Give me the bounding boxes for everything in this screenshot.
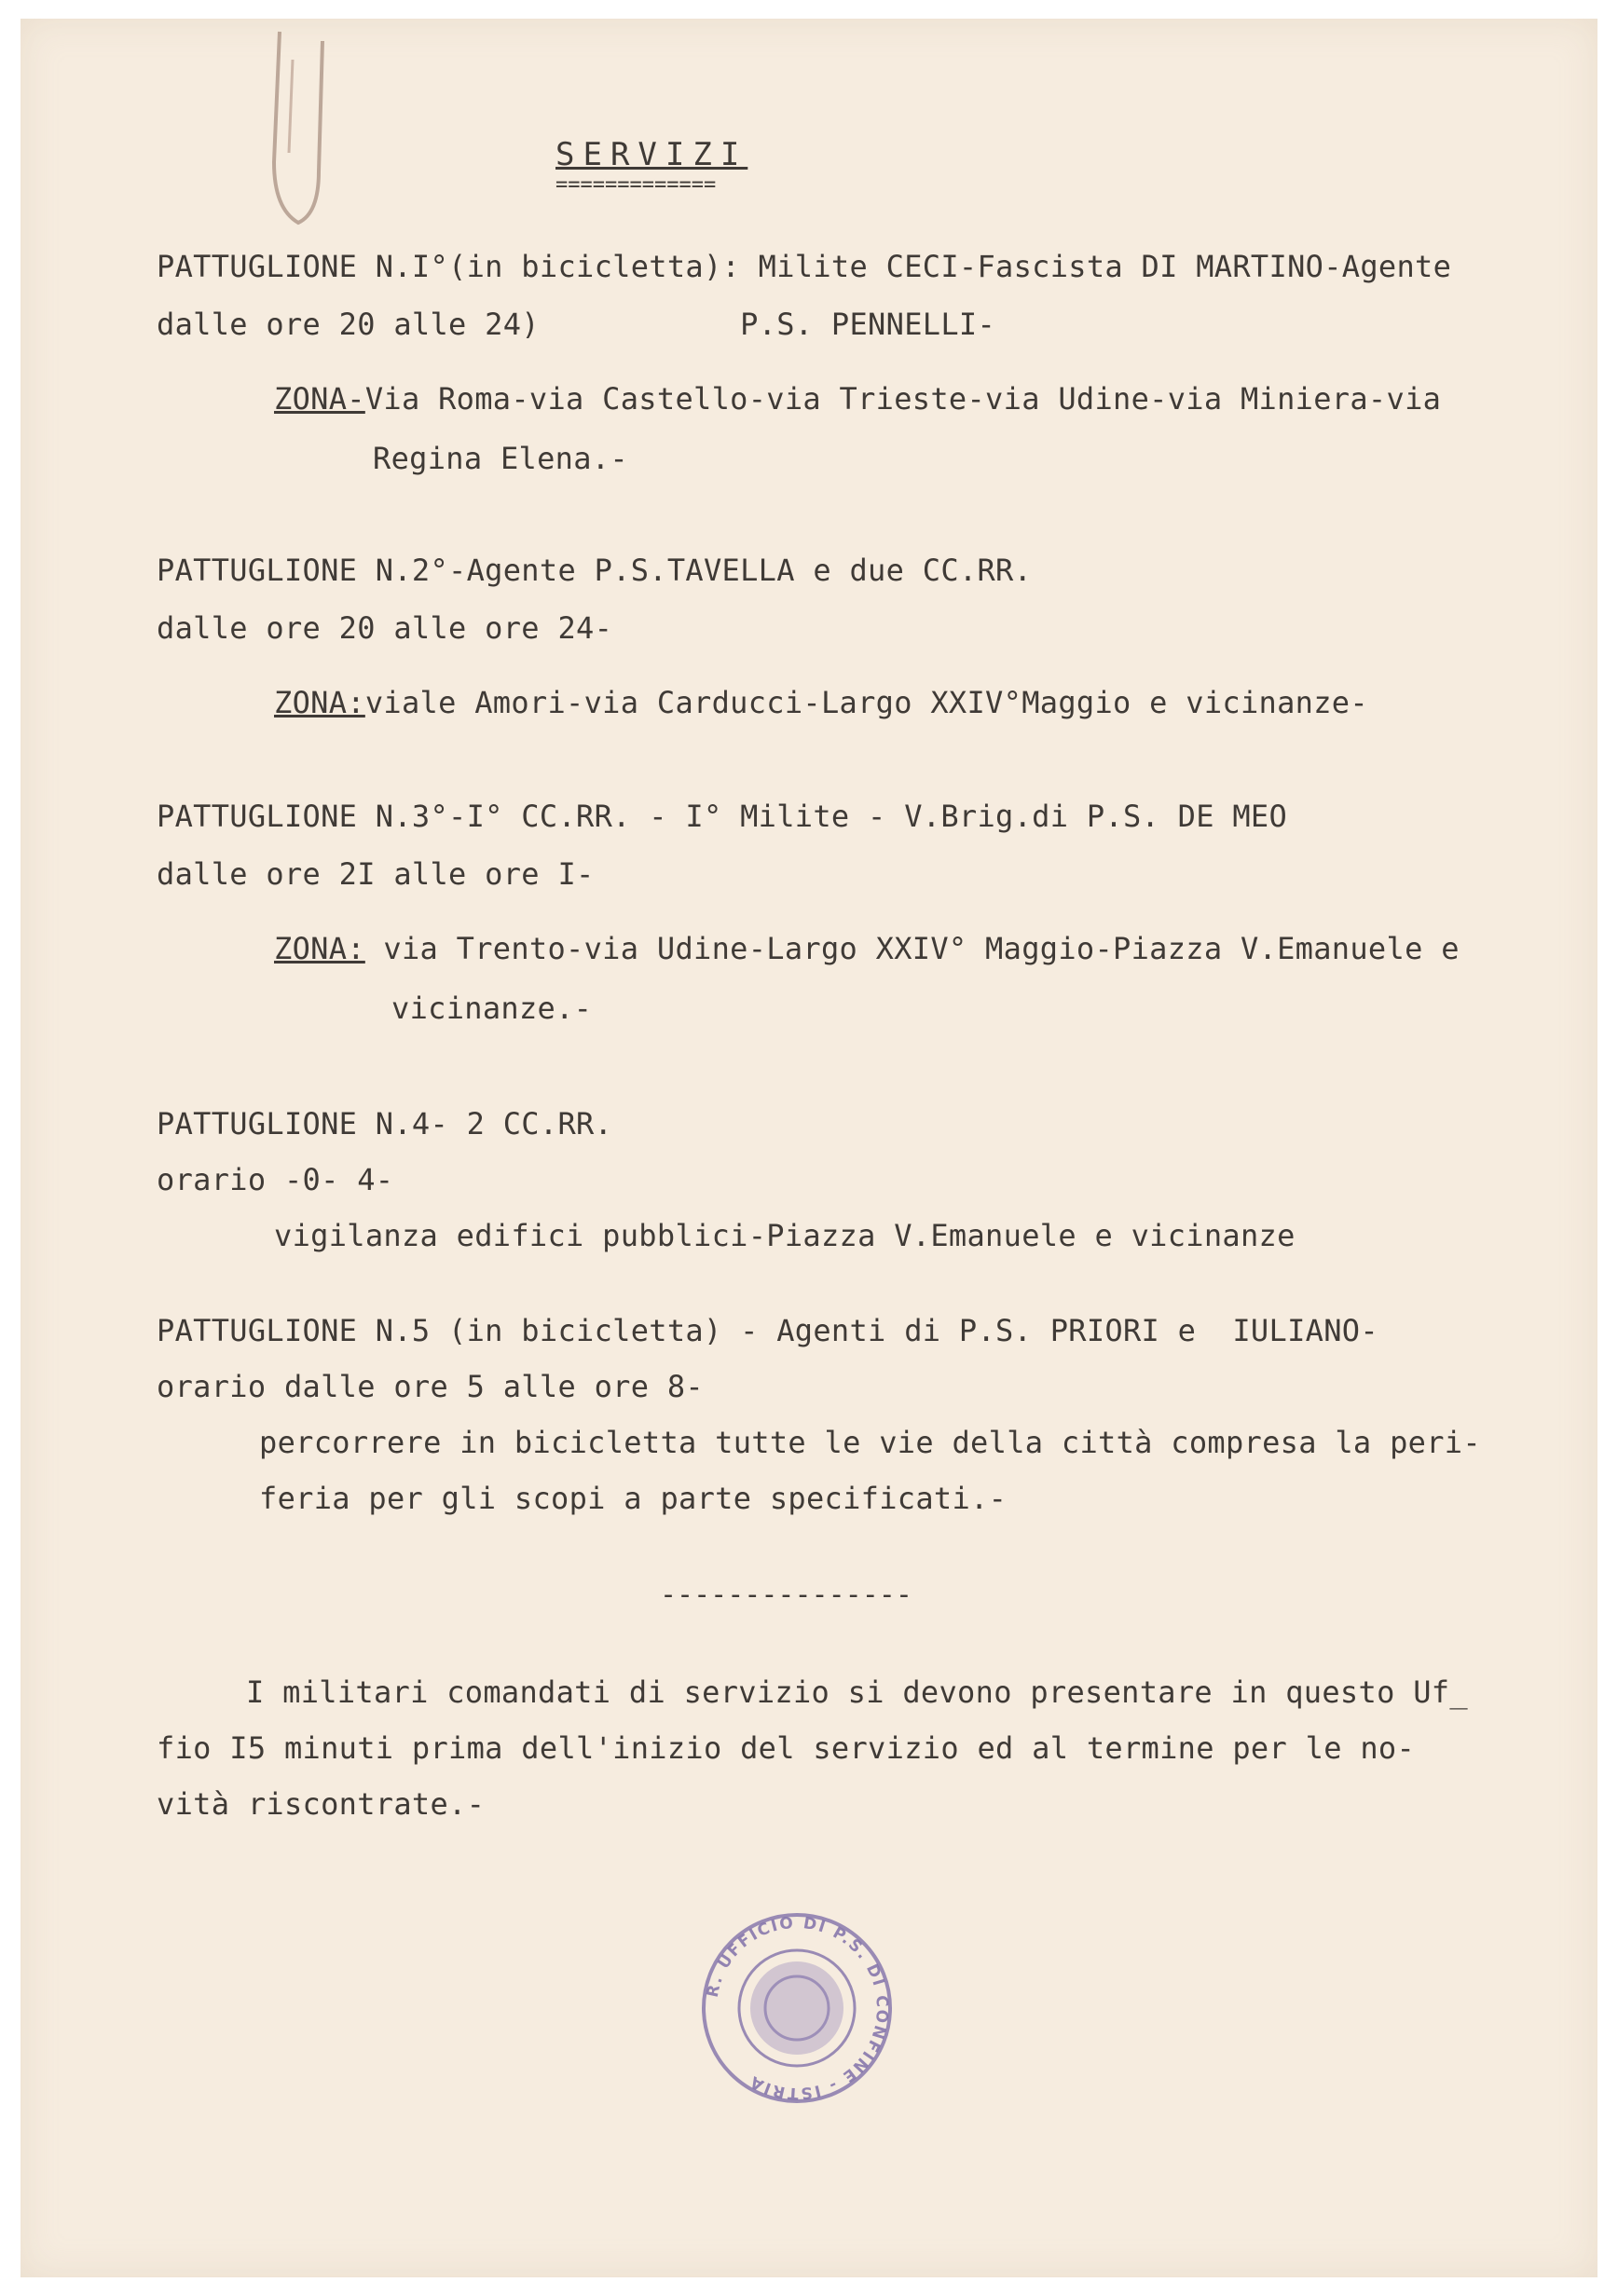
- patrol-5-hours: orario dalle ore 5 alle ore 8-: [157, 1369, 704, 1404]
- zone-label: ZONA:: [274, 685, 365, 720]
- patrol-3-zone: [274, 930, 1460, 967]
- patrol-3-header: PATTUGLIONE N.3°-I° CC.RR. - I° Milite - V.Brig.di P.S. DE MEO: [157, 799, 1288, 834]
- zone-text: viale Amori-via Carducci-Largo XXIV°Maggio e vicinanze-: [364, 685, 1368, 720]
- patrol-2-hours: dalle ore 20 alle ore 24-: [157, 610, 613, 646]
- zone-text: Via Roma-via Castello-via Trieste-via Udine-via Miniera-via: [364, 381, 1442, 417]
- patrol-4-hours: orario -0- 4-: [157, 1162, 394, 1197]
- patrol-5-task: percorrere in bicicletta tutte le vie della città compresa la peri-: [259, 1425, 1481, 1460]
- patrol-4-task: vigilanza edifici pubblici-Piazza V.Emanuele e vicinanze: [274, 1218, 1296, 1253]
- title-double-rule: =============: [555, 173, 717, 197]
- official-stamp: [697, 1908, 897, 2108]
- patrol-1-header: PATTUGLIONE N.I°(in bicicletta): Milite CECI-Fascista DI MARTINO-Agente: [157, 249, 1452, 284]
- zone-text: via Trento-via Udine-Largo XXIV° Maggio-Piazza V.Emanuele e: [364, 931, 1460, 966]
- closing-line-3: vità riscontrate.-: [157, 1786, 486, 1822]
- document-title: SERVIZI: [555, 136, 748, 173]
- zone-label: ZONA:: [274, 931, 365, 966]
- patrol-1-zone: [274, 380, 1441, 417]
- patrol-5-task-cont: feria per gli scopi a parte specificati.-: [259, 1481, 1008, 1516]
- closing-line-1: I militari comandati di servizio si devono presentare in questo Uf_: [246, 1674, 1468, 1710]
- patrol-4-header: PATTUGLIONE N.4- 2 CC.RR.: [157, 1106, 613, 1141]
- zone-label: ZONA-: [274, 381, 365, 417]
- svg-text:R. UFFICIO DI P.S. DI CONFINE: R. UFFICIO DI P.S. DI CONFINE - ISTRIA: [703, 1913, 892, 2103]
- paper-clip-mark: [261, 22, 336, 237]
- patrol-5-header: PATTUGLIONE N.5 (in bicicletta) - Agenti di P.S. PRIORI e IULIANO-: [157, 1313, 1378, 1348]
- patrol-2-zone: [274, 684, 1368, 721]
- patrol-2-header: PATTUGLIONE N.2°-Agente P.S.TAVELLA e due CC.RR.: [157, 553, 1033, 588]
- patrol-1-hours: dalle ore 20 alle 24) P.S. PENNELLI-: [157, 307, 996, 342]
- patrol-3-zone-cont: vicinanze.-: [391, 991, 593, 1026]
- separator-rule: ---------------: [660, 1578, 912, 1611]
- patrol-3-hours: dalle ore 2I alle ore I-: [157, 856, 595, 892]
- patrol-1-zone-cont: Regina Elena.-: [373, 441, 628, 476]
- closing-line-2: fio I5 minuti prima dell'inizio del servizio ed al termine per le no-: [157, 1730, 1416, 1766]
